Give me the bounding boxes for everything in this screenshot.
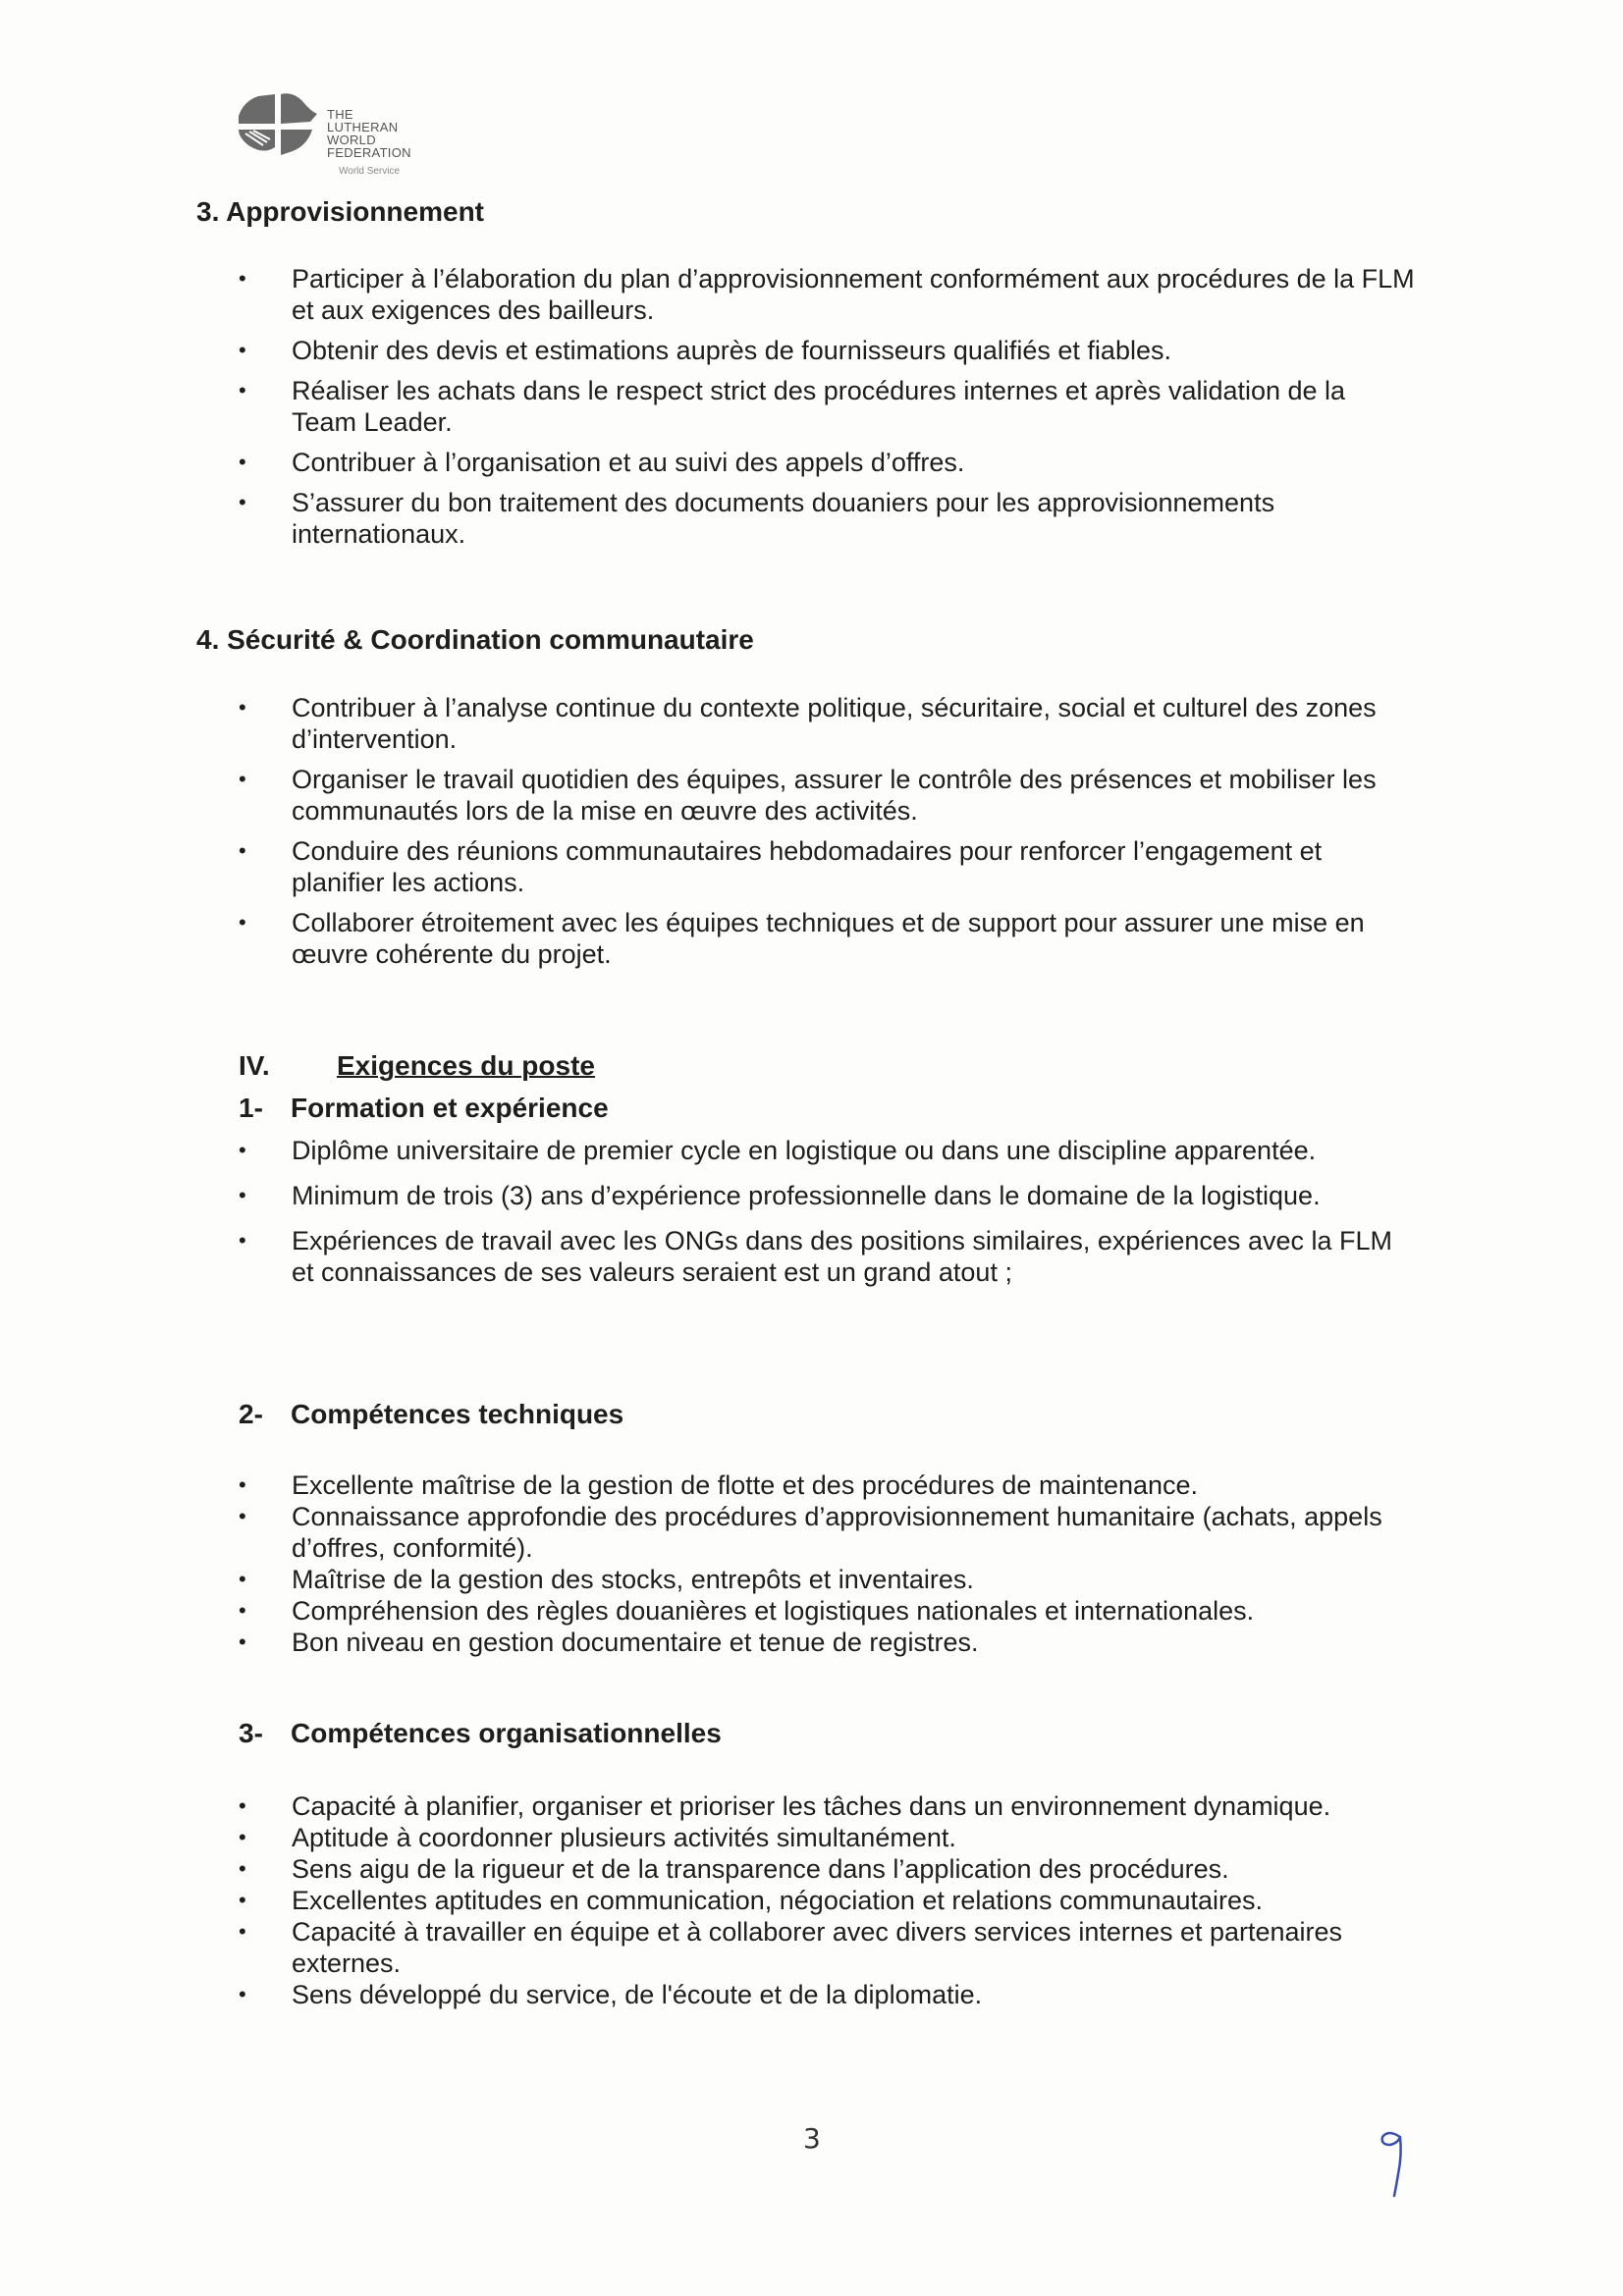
item-text: Contribuer à l’analyse continue du contexte politique, sécuritaire, social et culturel des zones d’intervention. xyxy=(292,693,1377,754)
item-text: Excellente maîtrise de la gestion de flotte et des procédures de maintenance. xyxy=(292,1470,1199,1500)
techniques-list xyxy=(239,1469,1417,1658)
bullet-icon: • xyxy=(239,695,246,720)
list-item xyxy=(239,835,1417,898)
item-text: Conduire des réunions communautaires hebdomadaires pour renforcer l’engagement et planifier les actions. xyxy=(292,836,1323,897)
list-item xyxy=(239,1180,1417,1211)
item-text: Sens aigu de la rigueur et de la transparence dans l’application des procédures. xyxy=(292,1854,1229,1884)
list-item xyxy=(239,1225,1417,1288)
bullet-icon: • xyxy=(239,1629,246,1654)
item-text: Contribuer à l’organisation et au suivi des appels d’offres. xyxy=(292,448,965,477)
list-item xyxy=(239,1564,1417,1595)
item-text: Connaissance approfondie des procédures d’approvisionnement humanitaire (achats, appels d’offres, conformité). xyxy=(292,1502,1382,1563)
list-item xyxy=(239,1822,1417,1853)
securite-list xyxy=(239,692,1417,979)
item-text: Réaliser les achats dans le respect strict des procédures internes et après validation de la Team Leader. xyxy=(292,376,1346,437)
bullet-icon: • xyxy=(239,1183,246,1207)
list-item xyxy=(239,447,1417,478)
handwritten-nine-icon xyxy=(1375,2125,1414,2204)
bullet-icon: • xyxy=(239,838,246,863)
list-item xyxy=(239,1790,1417,1822)
item-text: Participer à l’élaboration du plan d’approvisionnement conformément aux procédures de la FLM et aux exigences des bailleurs. xyxy=(292,264,1415,325)
handwritten-mark xyxy=(1375,2125,1414,2209)
list-item xyxy=(239,487,1417,550)
org-subtitle: World Service xyxy=(339,166,401,177)
bullet-icon: • xyxy=(239,1982,246,2006)
bullet-icon: • xyxy=(239,767,246,791)
subsection-title: Compétences organisationnelles xyxy=(291,1718,722,1748)
approvisionnement-list xyxy=(239,263,1417,559)
item-text: Maîtrise de la gestion des stocks, entrepôts et inventaires. xyxy=(292,1565,974,1594)
bullet-icon: • xyxy=(239,1793,246,1818)
item-text: Compréhension des règles douanières et logistiques nationales et internationales. xyxy=(292,1596,1255,1626)
organisationnelles-list xyxy=(239,1790,1417,2010)
bullet-icon: • xyxy=(239,910,246,934)
subsection-number: 1- xyxy=(239,1093,263,1123)
bullet-icon: • xyxy=(239,1228,246,1253)
item-text: Excellentes aptitudes en communication, négociation et relations communautaires. xyxy=(292,1886,1264,1915)
item-text: Collaborer étroitement avec les équipes techniques et de support pour assurer une mise en œuvre cohérente du projet. xyxy=(292,908,1365,969)
list-item xyxy=(239,692,1417,755)
bullet-icon: • xyxy=(239,338,246,362)
bullet-icon: • xyxy=(239,1472,246,1497)
bullet-icon: • xyxy=(239,1504,246,1528)
bullet-icon: • xyxy=(239,450,246,474)
list-item xyxy=(239,1627,1417,1658)
subsection-number: 2- xyxy=(239,1399,263,1429)
subsection-heading-formation xyxy=(239,1093,609,1124)
list-item xyxy=(239,1469,1417,1501)
bullet-icon: • xyxy=(239,1567,246,1591)
subsection-heading-techniques xyxy=(239,1399,623,1430)
org-line: THE xyxy=(327,107,353,122)
section-title-approvisionnement: 3. Approvisionnement xyxy=(196,196,485,227)
item-text: Organiser le travail quotidien des équipes, assurer le contrôle des présences et mobiliser les communautés lors de la mise en œuvre des activités. xyxy=(292,765,1377,826)
item-text: Capacité à planifier, organiser et prioriser les tâches dans un environnement dynamique. xyxy=(292,1791,1331,1821)
roman-numeral: IV. xyxy=(239,1050,270,1081)
subsection-heading-organisationnelles xyxy=(239,1718,722,1749)
org-line: FEDERATION xyxy=(327,145,411,160)
list-item xyxy=(239,907,1417,970)
bullet-icon: • xyxy=(239,378,246,402)
list-item xyxy=(239,1135,1417,1166)
subsection-title: Compétences techniques xyxy=(291,1399,624,1429)
list-item xyxy=(239,1853,1417,1885)
formation-list xyxy=(239,1135,1417,1288)
item-text: Capacité à travailler en équipe et à collaborer avec divers services internes et partenaires externes. xyxy=(292,1917,1343,1978)
list-item xyxy=(239,1595,1417,1627)
list-item xyxy=(239,1885,1417,1916)
bullet-icon: • xyxy=(239,1919,246,1944)
list-item xyxy=(239,764,1417,827)
subsection-title: Formation et expérience xyxy=(291,1093,609,1123)
item-text: Expériences de travail avec les ONGs dans des positions similaires, expériences avec la FLM et connaissances de ses valeurs seraient est un grand atout ; xyxy=(292,1226,1392,1287)
list-item xyxy=(239,335,1417,366)
item-text: Obtenir des devis et estimations auprès de fournisseurs qualifiés et fiables. xyxy=(292,336,1171,365)
bullet-icon: • xyxy=(239,1598,246,1623)
requirements-heading xyxy=(239,1050,595,1082)
list-item xyxy=(239,375,1417,438)
org-name xyxy=(327,108,411,159)
bullet-icon: • xyxy=(239,1856,246,1881)
item-text: S’assurer du bon traitement des documents douaniers pour les approvisionnements internationaux. xyxy=(292,488,1275,549)
bullet-icon: • xyxy=(239,1825,246,1849)
lwf-emblem-icon xyxy=(234,86,322,165)
item-text: Sens développé du service, de l'écoute et de la diplomatie. xyxy=(292,1980,983,2009)
item-text: Bon niveau en gestion documentaire et tenue de registres. xyxy=(292,1628,979,1657)
section-title-securite: 4. Sécurité & Coordination communautaire xyxy=(196,624,754,655)
subsection-number: 3- xyxy=(239,1718,263,1748)
bullet-icon: • xyxy=(239,266,246,291)
list-item xyxy=(239,263,1417,326)
org-line: LUTHERAN xyxy=(327,120,399,134)
list-item xyxy=(239,1916,1417,1979)
bullet-icon: • xyxy=(239,490,246,514)
org-line: WORLD xyxy=(327,133,376,147)
requirements-title: Exigences du poste xyxy=(337,1050,595,1081)
list-item xyxy=(239,1501,1417,1564)
page-number: 3 xyxy=(803,2122,821,2155)
bullet-icon: • xyxy=(239,1138,246,1162)
bullet-icon: • xyxy=(239,1888,246,1912)
item-text: Aptitude à coordonner plusieurs activités simultanément. xyxy=(292,1823,956,1852)
item-text: Minimum de trois (3) ans d’expérience professionnelle dans le domaine de la logistique. xyxy=(292,1181,1321,1210)
item-text: Diplôme universitaire de premier cycle en logistique ou dans une discipline apparentée. xyxy=(292,1136,1317,1165)
list-item xyxy=(239,1979,1417,2010)
